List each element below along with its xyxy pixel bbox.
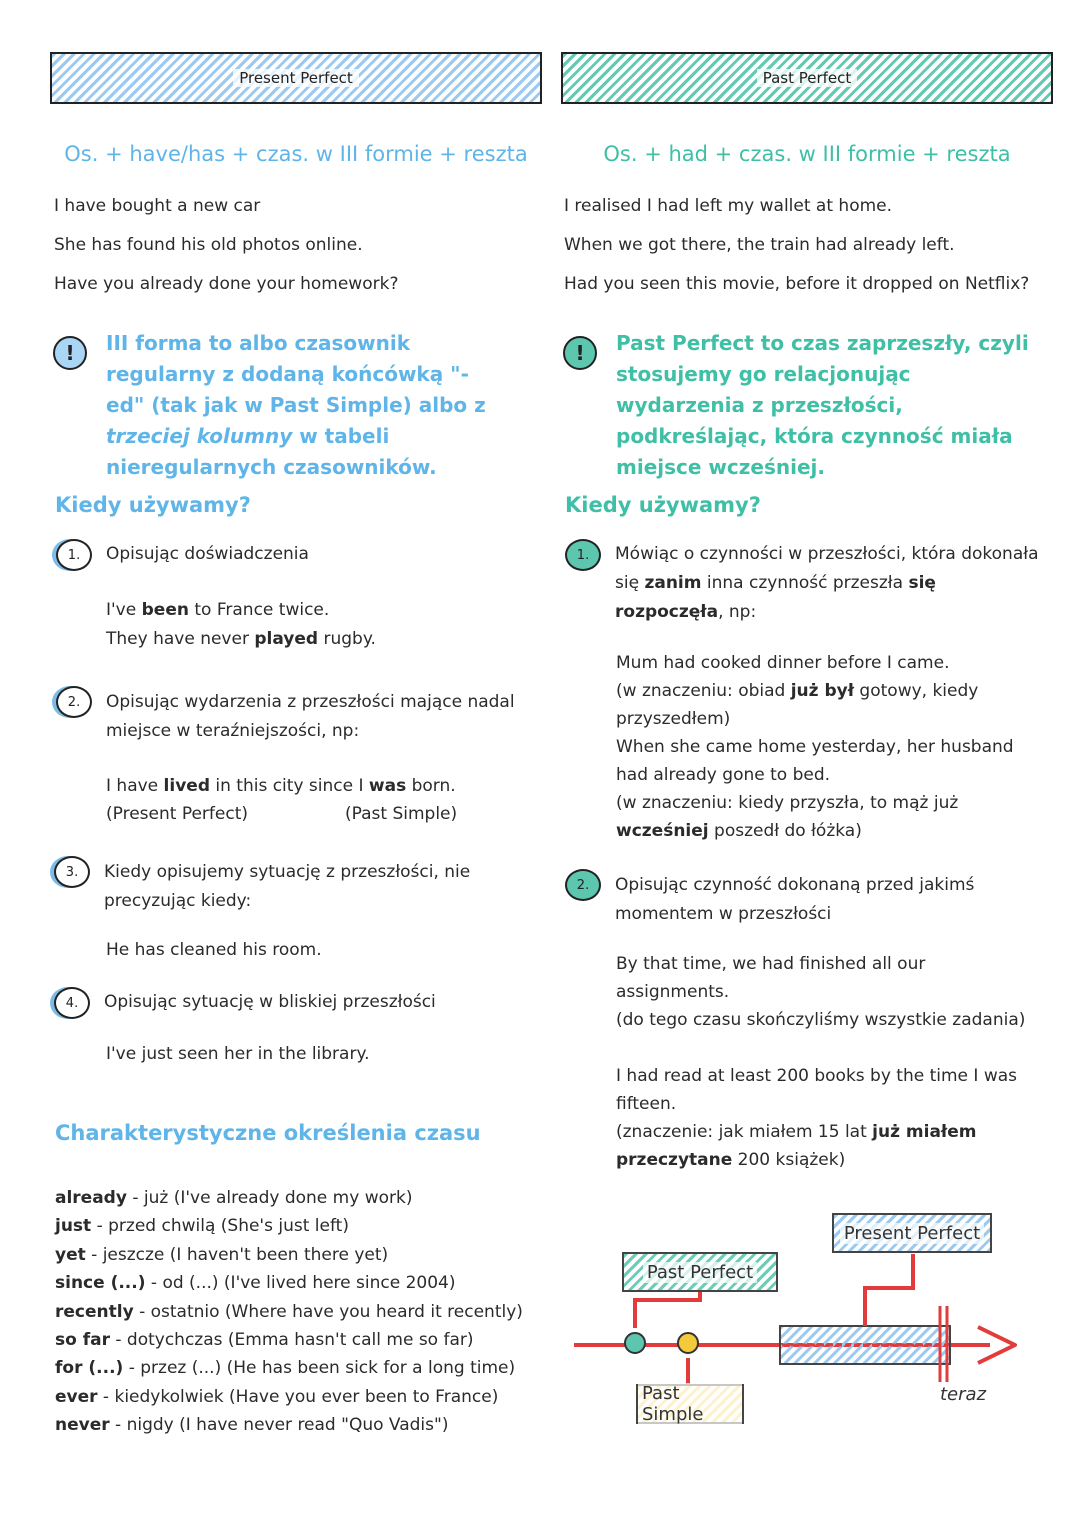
example-line [616, 789, 1036, 845]
pap-use-1 [615, 540, 1045, 627]
keyword: so far [55, 1330, 110, 1351]
label-text: Past Simple [638, 1383, 742, 1425]
present-perfect-formula: Os. + have/has + czas. w III formie + reszta [64, 142, 528, 166]
ex-text: I've [106, 600, 142, 620]
past-perfect-formula: Os. + had + czas. w III formie + reszta [603, 142, 1011, 166]
pap-example-3: Had you seen this movie, before it dropped on Netflix? [564, 274, 1030, 294]
use-number-1: 1. [56, 539, 92, 571]
ex-emph: już był [790, 681, 855, 701]
pp-example-3: Have you already done your homework? [54, 274, 399, 294]
use-number-3: 3. [54, 856, 90, 888]
list-item [55, 1298, 523, 1326]
keyword-desc: - dotychczas (Emma hasn't call me so far) [109, 1330, 474, 1351]
pp-note-part1: III forma to albo czasownik regularny z dodaną końcówką "-ed" (tak jak w Past Simple) albo z [106, 331, 486, 417]
exclamation-icon: ! [53, 336, 87, 370]
label-text: Present Perfect [840, 1223, 984, 1244]
pap-when-title: Kiedy używamy? [565, 493, 761, 517]
pap-example-2: When we got there, the train had already left. [564, 235, 955, 255]
present-perfect-connector [865, 1254, 913, 1326]
keyword: already [55, 1188, 127, 1208]
keyword: just [55, 1216, 92, 1237]
keyword-desc: - przed chwilą (She's just left) [91, 1216, 349, 1237]
keyword-desc: - od (...) (I've lived here since 2004) [145, 1273, 456, 1294]
pp-example-1: I have bought a new car [54, 196, 261, 216]
pap-note: Past Perfect to czas zaprzeszły, czyli stosujemy go relacjonując wydarzenia z przeszłości, podkreślając, która czynność miała miejsce wcześniej. [616, 331, 1029, 479]
pap-example-1: I realised I had left my wallet at home. [564, 196, 893, 216]
keyword-desc: - jeszcze (I haven't been there yet) [85, 1244, 389, 1265]
example-line: Mum had cooked dinner before I came. [616, 653, 950, 673]
pp-use-3: Kiedy opisujemy sytuację z przeszłości, nie precyzując kiedy: [104, 862, 471, 911]
past-perfect-header [561, 52, 1053, 104]
keyword: for (...) [55, 1358, 124, 1379]
ex-text: rugby. [318, 629, 376, 649]
ex-text: gotowy, kiedy przyszedłem) [616, 681, 979, 729]
pp-note-emphasis: trzeciej kolumny [106, 424, 293, 448]
tense-label-present-perfect: (Present Perfect) [106, 804, 249, 824]
timeline-label-past-perfect [622, 1252, 778, 1292]
example-line: (do tego czasu skończyliśmy wszystkie zadania) [616, 1010, 1026, 1030]
keyword-desc: - nigdy (I have never read "Quo Vadis") [109, 1415, 449, 1436]
keywords-title: Charakterystyczne określenia czasu [55, 1121, 481, 1145]
ex-text: (w znaczeniu: kiedy przyszła, to mąż już [616, 793, 959, 813]
ex-text: born. [406, 776, 456, 796]
ex-text: (w znaczeniu: obiad [616, 681, 791, 701]
pp-use-1-example-2 [106, 625, 376, 654]
pp-use-1-example-1 [106, 596, 329, 625]
example-line: When she came home yesterday, her husband had already gone to bed. [616, 737, 1014, 785]
past-perfect-point [625, 1333, 645, 1353]
pap-use-2: Opisując czynność dokonaną przed jakimś momentem w przeszłości [615, 875, 975, 924]
ex-text: (znaczenie: jak miałem 15 lat [616, 1122, 873, 1142]
label-text: Past Perfect [643, 1262, 757, 1283]
timeline-label-past-simple [636, 1384, 744, 1424]
pp-use-3-example: He has cleaned his room. [106, 940, 322, 960]
example-line: By that time, we had finished all our assignments. [616, 954, 926, 1002]
spacer [616, 1034, 1036, 1062]
list-item [55, 1212, 523, 1240]
list-item [55, 1241, 523, 1269]
ex-emph: wcześniej [616, 821, 709, 841]
keyword-desc: - przez (...) (He has been sick for a long time) [123, 1358, 516, 1379]
use-number-4: 4. [54, 987, 90, 1019]
keyword: yet [55, 1244, 86, 1265]
example-line: I had read at least 200 books by the time I was fifteen. [616, 1066, 1018, 1114]
use-number-1: 1. [565, 539, 601, 571]
keyword: never [55, 1415, 110, 1436]
pp-use-4: Opisując sytuację w bliskiej przeszłości [104, 992, 436, 1012]
ex-verb: was [368, 776, 407, 796]
past-simple-point [678, 1333, 698, 1353]
list-item [55, 1411, 523, 1439]
keywords-list [55, 1184, 523, 1440]
timeline-label-now: teraz [940, 1384, 987, 1405]
past-perfect-header-label: Past Perfect [757, 69, 858, 87]
pp-use-2-example [106, 772, 456, 801]
ex-text: They have never [106, 629, 255, 649]
list-item [55, 1184, 523, 1212]
list-item [55, 1326, 523, 1354]
list-item [55, 1383, 523, 1411]
pap-use-2-examples [616, 950, 1036, 1174]
present-perfect-header-label: Present Perfect [233, 69, 359, 87]
pp-example-2: She has found his old photos online. [54, 235, 363, 255]
pp-use-2: Opisując wydarzenia z przeszłości mające nadal miejsce w teraźniejszości, np: [106, 692, 515, 741]
ex-text: 200 książek) [732, 1150, 846, 1170]
list-item [55, 1354, 523, 1382]
use-emph: się rozpoczęła [615, 573, 936, 622]
keyword: ever [55, 1386, 98, 1407]
use-text: Mówiąc o czynności w przeszłości, która dokonała się [615, 544, 1039, 593]
tense-label-past-simple: (Past Simple) [345, 804, 458, 824]
keyword-desc: - ostatnio (Where have you heard it recently) [133, 1301, 523, 1322]
ex-verb: been [141, 600, 189, 620]
use-number-2: 2. [565, 869, 601, 901]
exclamation-icon: ! [563, 336, 597, 370]
pp-use-4-example: I've just seen her in the library. [106, 1044, 370, 1064]
keyword: recently [55, 1301, 134, 1322]
use-number-2: 2. [56, 686, 92, 718]
ex-emph: już miałem przeczytane [616, 1122, 977, 1170]
pp-when-title: Kiedy używamy? [55, 493, 251, 517]
keyword: since (...) [55, 1273, 146, 1294]
present-perfect-header [50, 52, 542, 104]
pap-use-1-examples [616, 649, 1036, 845]
ex-verb: lived [163, 776, 210, 796]
ex-text: poszedł do łóżka) [708, 821, 862, 841]
use-text: , np: [718, 602, 757, 622]
ex-text: in this city since I [209, 776, 369, 796]
use-text: inna czynność przeszła [701, 573, 909, 593]
timeline-label-present-perfect [832, 1213, 992, 1253]
use-emph: zanim [644, 573, 702, 593]
ex-verb: played [254, 629, 319, 649]
example-line [616, 677, 1036, 733]
example-line [616, 1118, 1036, 1174]
pp-use-1: Opisując doświadczenia [106, 544, 309, 564]
list-item [55, 1269, 523, 1297]
pp-note [106, 328, 506, 483]
keyword-desc: - kiedykolwiek (Have you ever been to France) [97, 1386, 499, 1407]
ex-text: I have [106, 776, 164, 796]
ex-text: to France twice. [188, 600, 330, 620]
keyword-desc: - już (I've already done my work) [126, 1188, 413, 1208]
pp-note-part2: w tabeli nieregularnych czasowników. [106, 424, 437, 479]
